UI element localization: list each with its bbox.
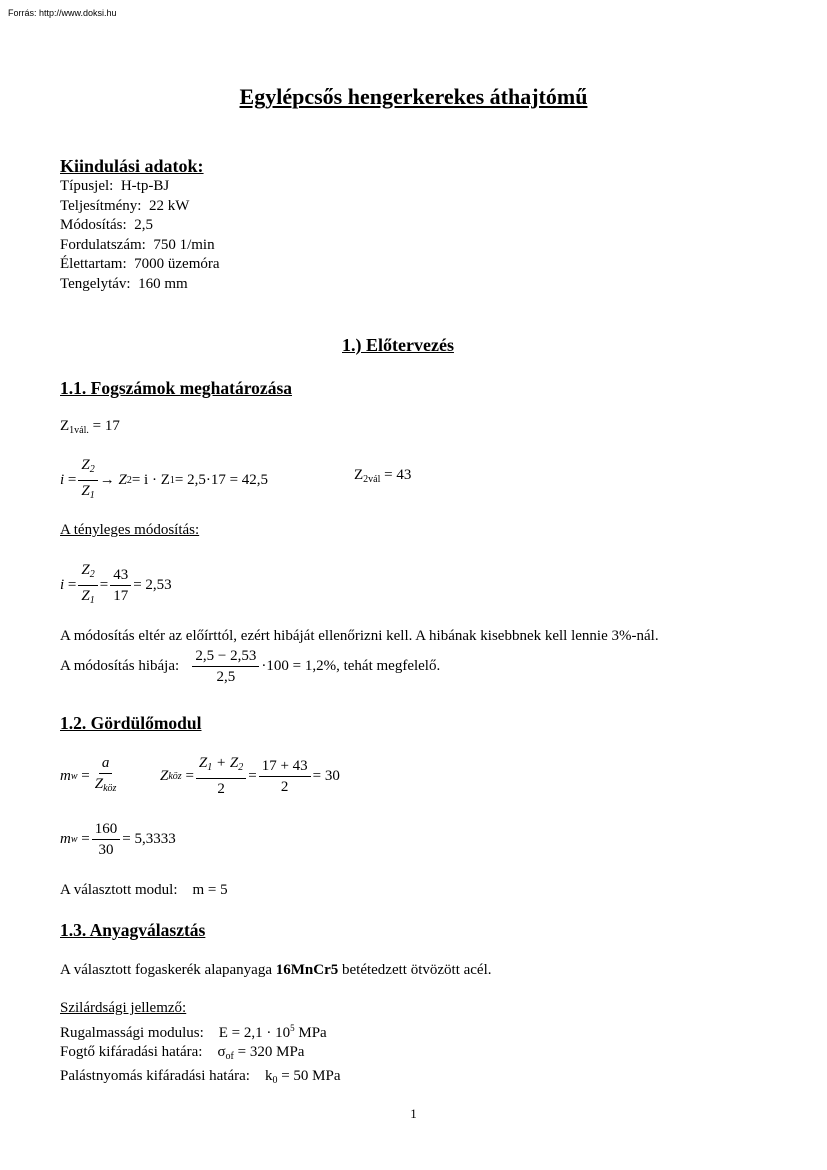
input-data-row [60, 177, 220, 197]
equation-actual-ratio: i = $\frac{Z_2}{Z_1}$ = $\frac{43}{17}$ = 2,53 [60, 562, 172, 606]
input-data-label: Típusjel: [60, 178, 114, 194]
input-data-label: Módosítás: [60, 217, 127, 233]
input-data-heading: Kiindulási adatok: [60, 156, 204, 176]
input-data-label: Tengelytáv: [60, 275, 131, 292]
ratio-error-line: A módosítás hibája: $\frac{2,5 - 2,53}{2,5}$ ·100 = 1,2% , tehát megfelelő. [60, 648, 441, 685]
material-text: A választott fogaskerék alapanyaga 16MnCr5 betétedzett ötvözött acél. [60, 962, 492, 978]
page-title: Egylépcsős hengerkerekes áthajtómű [239, 84, 588, 109]
input-data-label: Fordulatszám: [60, 236, 146, 253]
input-data-value: 750 1/min [153, 236, 215, 253]
section-1-1-heading: 1.1. Fogszámok meghatározása [60, 378, 293, 398]
z1-chosen: $Z_{1vál.} = 17$ [60, 418, 120, 436]
chosen-module: A választott modul: m = 5 [60, 882, 228, 898]
equation-z-avg: Z köz = $\frac{Z_1 + Z_2}{2}$ = $\frac{17 + 43}{2}$ = 30 [160, 755, 340, 797]
input-data-row [60, 236, 220, 256]
strength-row-modulus: Rugalmassági modulus: $E = 2,1 \cdot 10^5$ MPa [60, 1022, 327, 1041]
input-data-value: H-tp-BJ [120, 178, 170, 194]
z2-chosen: $Z_{2vál} = 43$ [354, 467, 412, 485]
input-data-value: 160 mm [138, 275, 188, 292]
input-data-list [60, 177, 220, 294]
input-data-label: Élettartam: [60, 256, 127, 272]
input-data-value: 7000 üzemóra [134, 256, 220, 272]
actual-ratio-label: A tényleges módosítás: [60, 522, 200, 538]
section-1-heading: 1.) Előtervezés [342, 335, 454, 355]
equation-gear-ratio: i = $\frac{Z_2}{Z_1}$ → Z 2 = i · Z 1 = 2,5·17 = 42,5 [60, 457, 269, 501]
equation-rolling-module: m w = $\frac{a}{Z_{köz}}$ [60, 755, 117, 794]
input-data-value: 22 kW [148, 197, 190, 214]
strength-row-root: Fogtő kifáradási határa: $\sigma_{of} = 320$ MPa [60, 1044, 305, 1062]
input-data-row [60, 197, 220, 217]
source-watermark: Forrás: http://www.doksi.hu [8, 8, 117, 18]
equation-module-value: m w = $\frac{160}{30}$ = 5,3333 [60, 821, 176, 858]
section-1-2-heading: 1.2. Gördülőmodul [60, 713, 202, 733]
input-data-block [60, 156, 220, 294]
input-data-label: Teljesítmény: [60, 197, 142, 214]
strength-row-flank: Palástnyomás kifáradási határa: $k_0 = 50$ MPa [60, 1067, 341, 1086]
ratio-deviation-text: A módosítás eltér az előírttól, ezért hibáját ellenőrizni kell. A hibának kisebbnek kell lennie 3%-nál. [60, 628, 659, 644]
input-data-value: 2,5 [134, 217, 153, 233]
strength-block [60, 999, 340, 1090]
page-number: 1 [410, 1106, 417, 1121]
strength-heading: Szilárdsági jellemző: [60, 1000, 187, 1016]
input-data-row [60, 216, 220, 236]
input-data-row [60, 275, 220, 295]
input-data-row [60, 255, 220, 275]
section-1-3-heading: 1.3. Anyagválasztás [60, 920, 206, 940]
